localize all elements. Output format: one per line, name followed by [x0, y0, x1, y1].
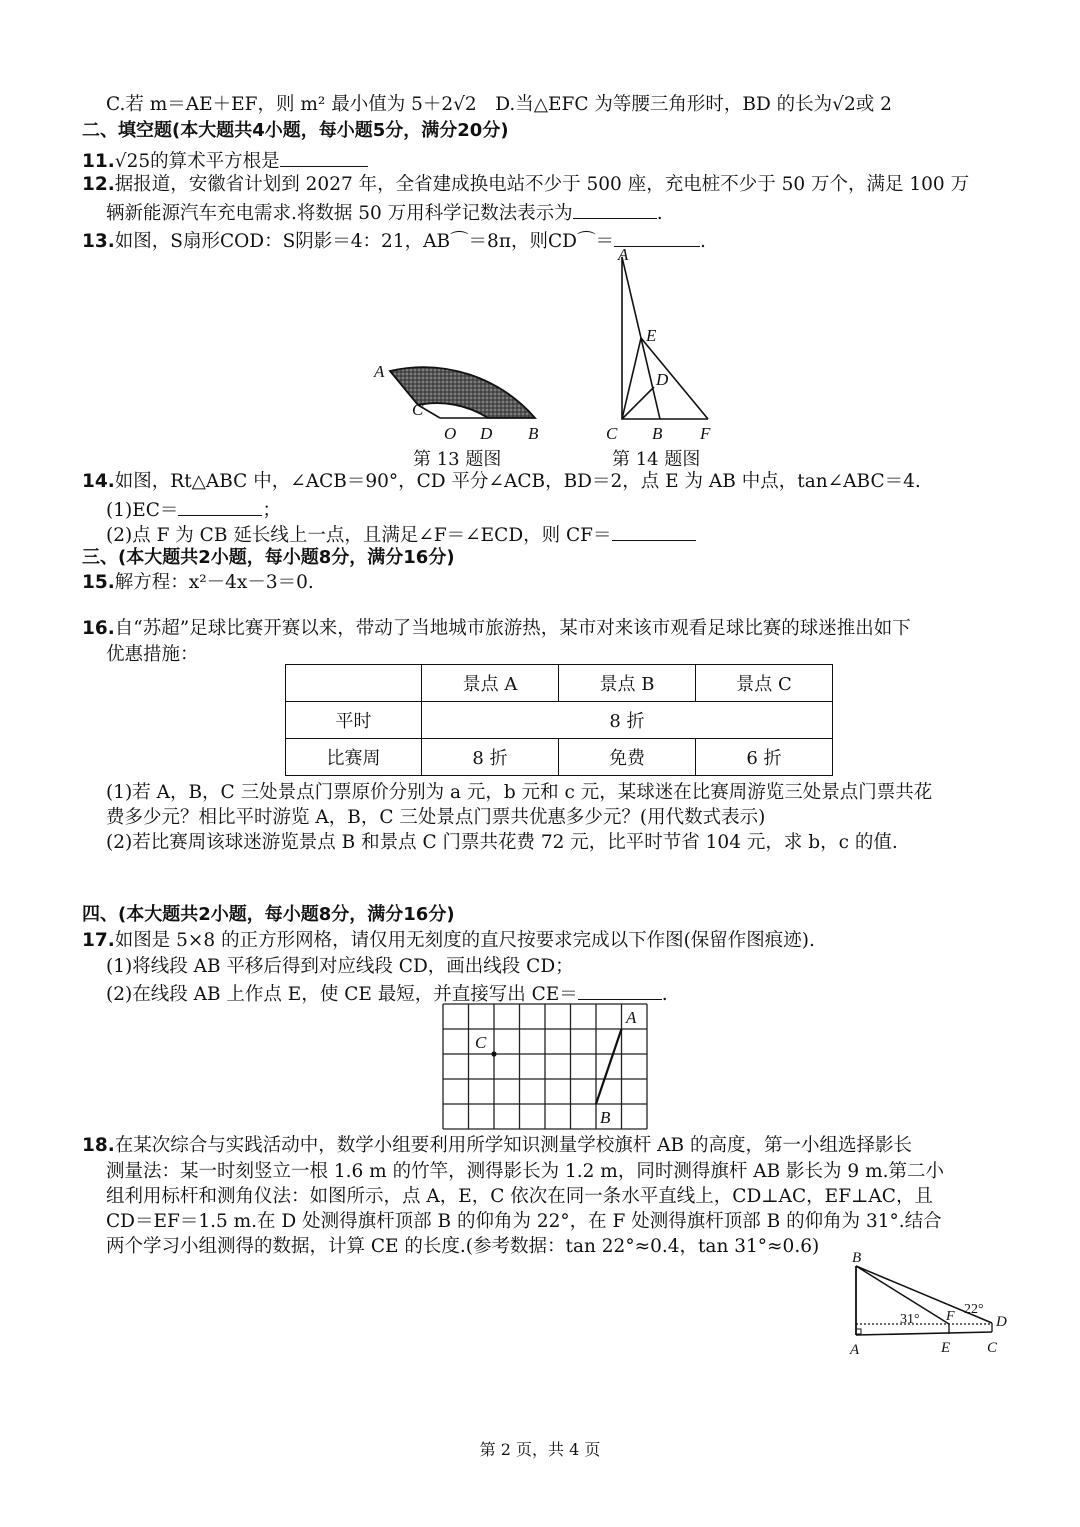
- question-16-part-1-line-1: (1)若 A，B，C 三处景点门票原价分别为 a 元，b 元和 c 元，某球迷在比赛周游览三处景点门票共花: [106, 782, 933, 803]
- answer-blank[interactable]: [280, 146, 368, 167]
- table-header-cell: 景点 A: [422, 665, 559, 702]
- table-header-cell: [286, 665, 422, 702]
- figure-14-caption: 第 14 题图: [612, 449, 701, 470]
- question-number: 15.: [82, 572, 115, 593]
- triangle-side-ac-cf: [622, 257, 708, 419]
- question-12-line-1: [82, 172, 969, 198]
- q10-options-cd: C.若 m＝AE＋EF，则 m² 最小值为 5＋2√2 D.当△EFC 为等腰三角形时，BD 的长为√2或 2: [106, 94, 892, 115]
- label-f: F: [700, 424, 711, 443]
- label-a: A: [850, 1342, 860, 1358]
- question-18-line-3: 组利用标杆和测角仪法：如图所示，点 A，E，C 依次在同一条水平直线上，CD⊥AC，EF⊥AC，且: [106, 1186, 933, 1207]
- label-b: B: [600, 1108, 611, 1127]
- label-a: A: [626, 1008, 637, 1027]
- question-16-part-1-line-2: 费多少元？相比平时游览 A，B，C 三处景点门票共优惠多少元？(用代数式表示): [106, 807, 766, 828]
- figure-17-grid: [440, 1002, 650, 1130]
- question-18-line-1: [82, 1133, 912, 1159]
- question-text: 解方程：x²－4x－3＝0.: [114, 572, 314, 593]
- label-d: D: [996, 1314, 1007, 1330]
- question-16-line-1: [82, 616, 911, 642]
- question-18-line-2: 测量法：某一时刻竖立一根 1.6 m 的竹竿，测得影长为 1.2 m，同时测得旗杆 AB 影长为 9 m.第二小: [106, 1161, 945, 1182]
- question-14-part-1: (1)EC＝ ；: [106, 495, 281, 524]
- label-e: E: [646, 326, 657, 345]
- question-16-line-2: 优惠措施：: [106, 644, 199, 665]
- table-cell: 8 折: [422, 739, 559, 776]
- question-14: [82, 469, 921, 495]
- question-number: 16.: [82, 618, 115, 639]
- question-13: 13.如图，S扇形COD：S阴影＝4：21，AB⌒＝8π，则CD⌒＝ .: [82, 226, 706, 255]
- segment-ab: [596, 1029, 622, 1104]
- label-f: F: [946, 1309, 955, 1324]
- answer-blank[interactable]: [614, 226, 700, 247]
- table-cell: 免费: [559, 739, 696, 776]
- answer-blank[interactable]: [612, 520, 696, 541]
- label-b: B: [528, 424, 539, 443]
- label-b: B: [852, 1252, 862, 1266]
- bisector-cd: [622, 387, 654, 419]
- question-17-part-1: (1)将线段 AB 平移后得到对应线段 CD，画出线段 CD；: [106, 956, 574, 977]
- table-header-cell: 景点 C: [696, 665, 833, 702]
- part-text: (2)点 F 为 CB 延长线上一点，且满足∠F＝∠ECD，则 CF＝: [106, 525, 612, 546]
- question-18-line-4: CD＝EF＝1.5 m.在 D 处测得旗杆顶部 B 的仰角为 22°，在 F 处测得旗杆顶部 B 的仰角为 31°.结合: [106, 1211, 942, 1232]
- label-e: E: [941, 1340, 951, 1356]
- figure-14: [598, 245, 723, 443]
- figure-13-caption: 第 13 题图: [413, 449, 502, 470]
- question-text: 据报道，安徽省计划到 2027 年，全省建成换电站不少于 500 座，充电桩不少于 50 万个，满足 100 万: [114, 174, 970, 195]
- label-c: C: [606, 424, 618, 443]
- question-number: 12.: [82, 174, 115, 195]
- answer-blank[interactable]: [578, 979, 662, 1000]
- question-15: [82, 570, 314, 596]
- question-text: √25的算术平方根是: [114, 151, 280, 172]
- label-c: C: [475, 1033, 487, 1052]
- point-c: [491, 1051, 496, 1056]
- section-2-heading: 二、填空题(本大题共4小题，每小题5分，满分20分): [82, 120, 509, 141]
- question-12-line-2: 辆新能源汽车充电需求.将数据 50 万用科学记数法表示为 .: [106, 198, 663, 227]
- section-3-heading: 三、(本大题共2小题，每小题8分，满分16分): [82, 547, 455, 568]
- discount-table: [285, 664, 833, 776]
- question-number: 17.: [82, 930, 115, 951]
- row-label: 比赛周: [286, 739, 422, 776]
- question-text: 如图，Rt△ABC 中，∠ACB＝90°，CD 平分∠ACB，BD＝2，点 E 为 AB 中点，tan∠ABC＝4.: [114, 471, 921, 492]
- table-row: [286, 739, 833, 776]
- row-label: 平时: [286, 702, 422, 739]
- label-d: D: [656, 370, 669, 389]
- ground-ac: [856, 1332, 992, 1335]
- figure-13: [370, 325, 560, 445]
- question-17-part-2: (2)在线段 AB 上作点 E，使 CE 最短，并直接写出 CE＝ .: [106, 979, 668, 1008]
- question-number: 11.: [82, 151, 115, 172]
- label-c: C: [987, 1340, 998, 1356]
- part-text: (1)EC＝: [106, 500, 179, 521]
- question-text: 如图，S扇形COD：S阴影＝4：21，AB⌒＝8π，则CD⌒＝: [114, 231, 614, 252]
- label-b: B: [652, 424, 663, 443]
- label-o: O: [444, 424, 457, 443]
- label-d: D: [480, 424, 493, 443]
- table-header-row: [286, 665, 833, 702]
- table-cell: 8 折: [422, 702, 833, 739]
- figure-18: [840, 1252, 1020, 1362]
- question-16-part-2: (2)若比赛周该球迷游览景点 B 和景点 C 门票共花费 72 元，比平时节省 104 元，求 b，c 的值.: [106, 832, 898, 853]
- question-text: 辆新能源汽车充电需求.将数据 50 万用科学记数法表示为: [106, 203, 573, 224]
- table-cell: 6 折: [696, 739, 833, 776]
- label-c: C: [412, 400, 424, 419]
- question-11: [82, 146, 368, 175]
- label-a: A: [618, 245, 629, 264]
- question-number: 13.: [82, 231, 115, 252]
- section-4-heading: 四、(本大题共2小题，每小题8分，满分16分): [82, 904, 455, 925]
- answer-blank[interactable]: [573, 198, 657, 219]
- page-footer: 第 2 页，共 4 页: [479, 1440, 601, 1459]
- question-number: 14.: [82, 471, 115, 492]
- question-17: [82, 928, 815, 954]
- angle-22-label: 22°: [964, 1302, 984, 1317]
- question-number: 18.: [82, 1135, 115, 1156]
- angle-31-label: 31°: [900, 1312, 920, 1327]
- question-18-line-5: 两个学习小组测得的数据，计算 CE 的长度.(参考数据：tan 22°≈0.4，tan 31°≈0.6): [106, 1236, 820, 1257]
- label-a: A: [374, 362, 385, 381]
- median-ce: [622, 338, 641, 419]
- part-text: (2)在线段 AB 上作点 E，使 CE 最短，并直接写出 CE＝: [106, 984, 578, 1005]
- table-row: [286, 702, 833, 739]
- table-header-cell: 景点 B: [559, 665, 696, 702]
- answer-blank[interactable]: [178, 495, 262, 516]
- question-text: 如图是 5×8 的正方形网格，请仅用无刻度的直尺按要求完成以下作图(保留作图痕迹).: [114, 930, 815, 951]
- question-text: 在某次综合与实践活动中，数学小组要利用所学知识测量学校旗杆 AB 的高度，第一小组选择影长: [114, 1135, 913, 1156]
- question-text: 自“苏超”足球比赛开赛以来，带动了当地城市旅游热，某市对来该市观看足球比赛的球迷推出如下: [114, 618, 911, 639]
